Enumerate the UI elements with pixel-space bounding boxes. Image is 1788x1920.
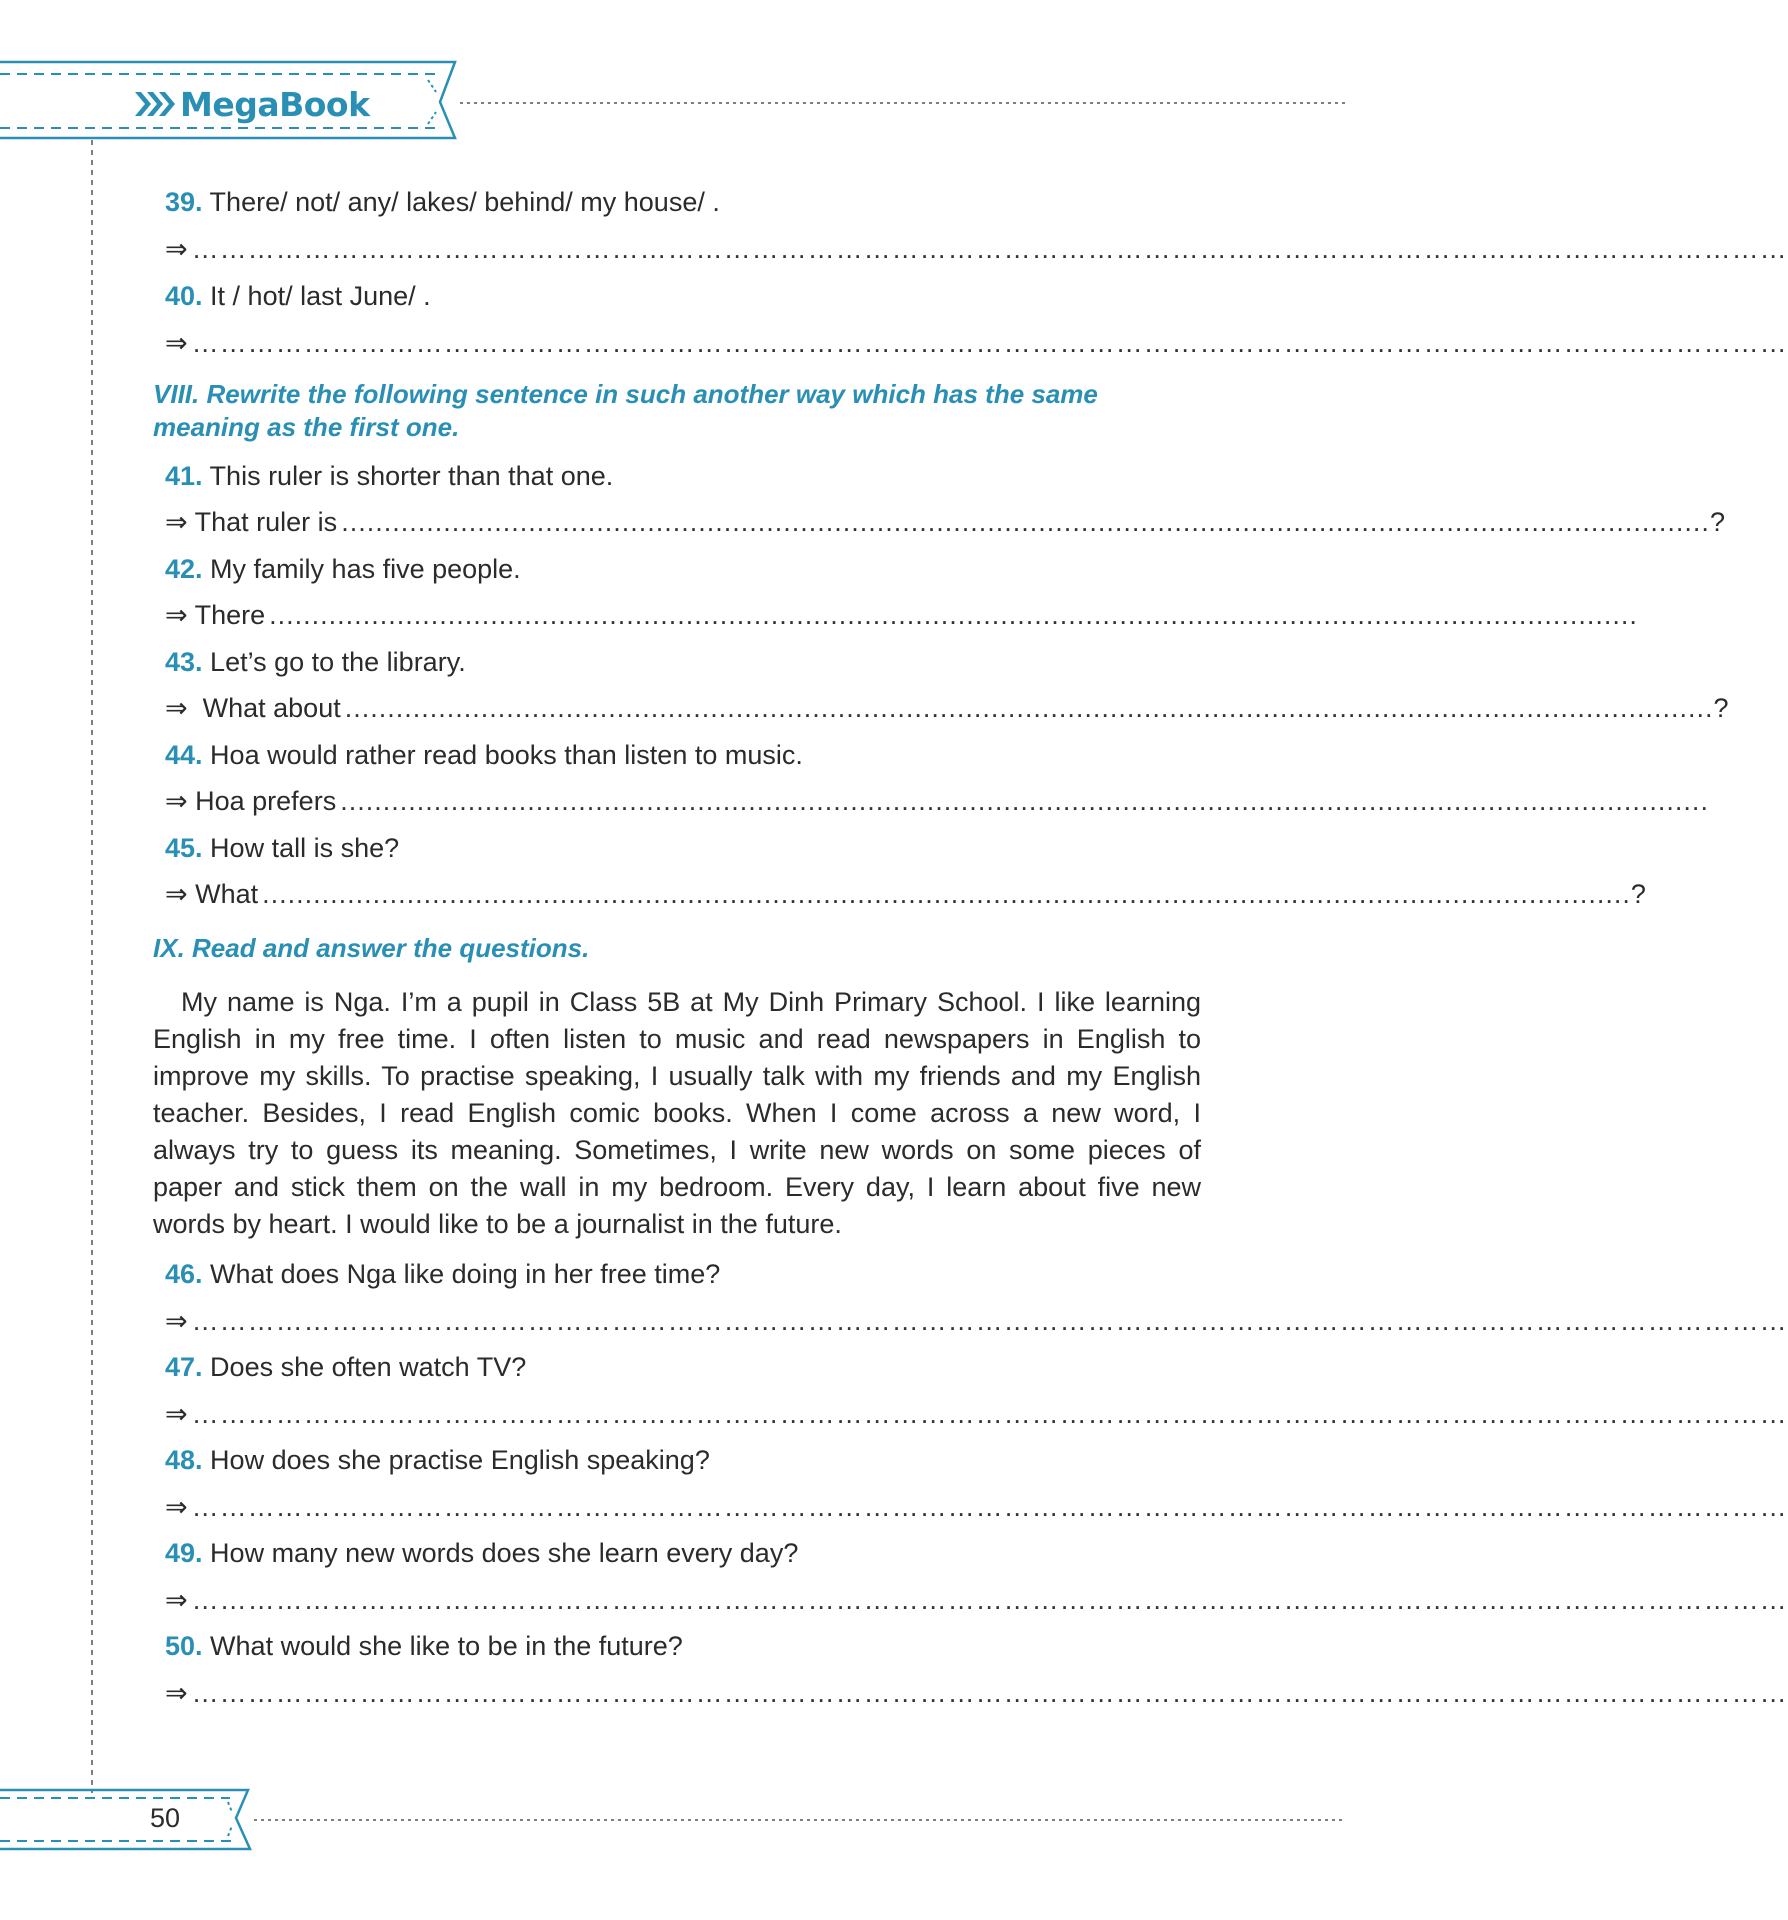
- answer-dots: .................................................................................................................................................................: [340, 786, 1709, 816]
- answer-line-42[interactable]: [165, 597, 1638, 633]
- question-number: 44.: [165, 740, 203, 770]
- question-number: 49.: [165, 1538, 203, 1568]
- question-43: [165, 644, 1200, 680]
- question-text: Let’s go to the library.: [202, 647, 466, 677]
- question-41: [165, 458, 1200, 494]
- answer-dots: .................................................................................................................................................................: [341, 507, 1710, 537]
- question-number: 50.: [165, 1631, 203, 1661]
- answer-dots: .................................................................................................................................................................: [262, 879, 1631, 909]
- question-number: 43.: [165, 647, 203, 677]
- answer-dots: ………………………………………………………………………………………………………………………………………………………: [191, 1306, 1788, 1336]
- answer-line-39[interactable]: [165, 231, 1788, 267]
- answer-prefix: ⇒ What about: [165, 693, 341, 723]
- question-text: How tall is she?: [202, 833, 400, 863]
- answer-prefix: ⇒ What: [165, 879, 259, 909]
- answer-end: ?: [1713, 693, 1729, 723]
- answer-prefix: ⇒: [165, 1585, 188, 1615]
- question-number: 41.: [165, 461, 203, 491]
- brand-name: MegaBook: [180, 84, 370, 124]
- answer-prefix: ⇒: [165, 234, 188, 264]
- question-46: [165, 1256, 1200, 1292]
- question-text: What would she like to be in the future?: [202, 1631, 683, 1661]
- question-text: This ruler is shorter than that one.: [202, 461, 614, 491]
- section-8-heading: VIII. Rewrite the following sentence in such another way which has the same meaning as the first one.: [153, 379, 1098, 442]
- question-number: 40.: [165, 281, 203, 311]
- question-42: [165, 551, 1200, 587]
- answer-dots: ………………………………………………………………………………………………………………………………………………………: [191, 1399, 1788, 1429]
- answer-prefix: ⇒: [165, 1678, 188, 1708]
- answer-line-43[interactable]: [165, 690, 1729, 726]
- answer-prefix: ⇒: [165, 1306, 188, 1336]
- question-number: 47.: [165, 1352, 203, 1382]
- question-text: It / hot/ last June/ .: [202, 281, 431, 311]
- question-number: 48.: [165, 1445, 203, 1475]
- answer-line-45[interactable]: [165, 876, 1646, 912]
- question-number: 46.: [165, 1259, 203, 1289]
- answer-dots: ………………………………………………………………………………………………………………………………………………………: [191, 1678, 1788, 1708]
- answer-prefix: ⇒ Hoa prefers: [165, 786, 337, 816]
- answer-line-49[interactable]: [165, 1582, 1788, 1618]
- answer-prefix: ⇒ There: [165, 600, 266, 630]
- question-45: [165, 830, 1200, 866]
- question-48: [165, 1442, 1200, 1478]
- answer-dots: ………………………………………………………………………………………………………………………………………………………: [191, 328, 1788, 358]
- answer-dots: ………………………………………………………………………………………………………………………………………………………: [191, 234, 1788, 264]
- answer-prefix: ⇒: [165, 1399, 188, 1429]
- answer-dots: .................................................................................................................................................................: [269, 600, 1638, 630]
- answer-end: ?: [1630, 879, 1646, 909]
- question-text: My family has five people.: [202, 554, 521, 584]
- question-number: 39.: [165, 187, 203, 217]
- question-49: [165, 1535, 1200, 1571]
- answer-line-48[interactable]: [165, 1489, 1788, 1525]
- answer-line-40[interactable]: [165, 325, 1788, 361]
- question-text: Does she often watch TV?: [202, 1352, 527, 1382]
- question-50: [165, 1628, 1200, 1664]
- reading-passage: My name is Nga. I’m a pupil in Class 5B at My Dinh Primary School. I like learning English in my free time. I often listen to music and read newspapers in English to improve my skills. To practise speaking, I usually talk with my friends and my English teacher. Besides, I read English comic books. When I come across a new word, I always try to guess its meaning. Sometimes, I write new words on some pieces of paper and stick them on the wall in my bedroom. Every day, I learn about five new words by heart. I would like to be a journalist in the future.: [153, 987, 1201, 1239]
- brand-logo: [133, 82, 370, 126]
- question-text: There/ not/ any/ lakes/ behind/ my house/ .: [202, 187, 720, 217]
- answer-line-47[interactable]: [165, 1396, 1788, 1432]
- question-number: 45.: [165, 833, 203, 863]
- brand-chevron-icon: [133, 89, 177, 119]
- answer-dots: ………………………………………………………………………………………………………………………………………………………: [191, 1492, 1788, 1522]
- section-9-heading: IX. Read and answer the questions.: [153, 933, 590, 963]
- answer-prefix: ⇒: [165, 328, 188, 358]
- question-text: How many new words does she learn every day?: [202, 1538, 799, 1568]
- question-44: [165, 737, 1200, 773]
- question-40: [165, 278, 1200, 314]
- page-number: 50: [150, 1803, 181, 1833]
- answer-dots: ………………………………………………………………………………………………………………………………………………………: [191, 1585, 1788, 1615]
- answer-line-46[interactable]: [165, 1303, 1788, 1339]
- answer-end: ?: [1709, 507, 1725, 537]
- question-number: 42.: [165, 554, 203, 584]
- answer-prefix: ⇒ That ruler is: [165, 507, 338, 537]
- question-text: Hoa would rather read books than listen to music.: [202, 740, 803, 770]
- answer-prefix: ⇒: [165, 1492, 188, 1522]
- answer-line-41[interactable]: [165, 504, 1725, 540]
- question-text: What does Nga like doing in her free time?: [202, 1259, 721, 1289]
- answer-dots: .................................................................................................................................................................: [344, 693, 1714, 723]
- answer-line-50[interactable]: [165, 1675, 1788, 1711]
- answer-line-44[interactable]: [165, 783, 1709, 819]
- question-47: [165, 1349, 1200, 1385]
- question-text: How does she practise English speaking?: [202, 1445, 710, 1475]
- question-39: [165, 184, 1200, 220]
